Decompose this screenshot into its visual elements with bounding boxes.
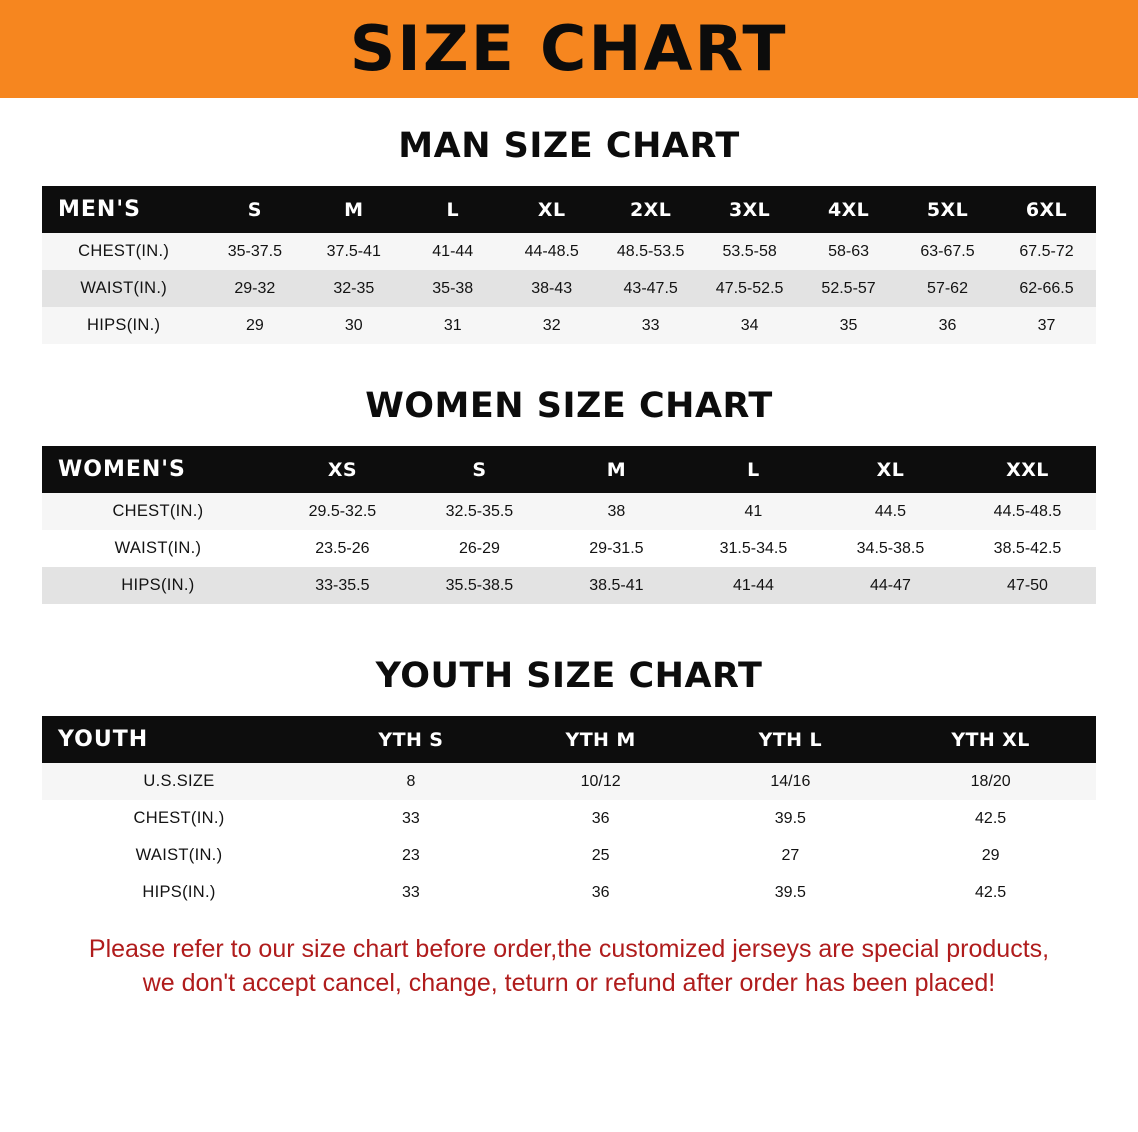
women-row-chest-label: CHEST(IN.) [42,493,274,530]
women-header-xs: XS [274,446,411,493]
man-hips-l: 31 [403,307,502,344]
youth-waist-m: 25 [506,837,696,874]
women-header-s: S [411,446,548,493]
table-row [42,270,1096,307]
man-hips-xl: 32 [502,307,601,344]
man-hips-2xl: 33 [601,307,700,344]
man-header-xl: XL [502,186,601,233]
table-header-row [42,186,1096,233]
disclaimer-note [36,933,1102,1001]
man-hips-3xl: 34 [700,307,799,344]
women-chest-l: 41 [685,493,822,530]
youth-ussize-m: 10/12 [506,763,696,800]
man-size-table [42,186,1096,344]
man-waist-2xl: 43-47.5 [601,270,700,307]
women-hips-xs: 33-35.5 [274,567,411,604]
women-table-body [42,493,1096,604]
youth-header-s: YTH S [316,716,506,763]
women-waist-l: 31.5-34.5 [685,530,822,567]
youth-header-m: YTH M [506,716,696,763]
youth-waist-l: 27 [695,837,885,874]
man-waist-s: 29-32 [205,270,304,307]
women-row-hips-label: HIPS(IN.) [42,567,274,604]
women-waist-xxl: 38.5-42.5 [959,530,1096,567]
man-row-chest-label: CHEST(IN.) [42,233,205,270]
women-chest-m: 38 [548,493,685,530]
man-table-head [42,186,1096,233]
man-header-2xl: 2XL [601,186,700,233]
youth-table-wrap [42,716,1096,911]
youth-hips-xl: 42.5 [885,874,1096,911]
youth-row-chest-label: CHEST(IN.) [42,800,316,837]
youth-header-rowlabel: YOUTH [42,716,316,763]
women-hips-xxl: 47-50 [959,567,1096,604]
man-header-l: L [403,186,502,233]
women-table-wrap [42,446,1096,604]
women-header-xl: XL [822,446,959,493]
youth-waist-xl: 29 [885,837,1096,874]
man-hips-s: 29 [205,307,304,344]
man-header-rowlabel: MEN'S [42,186,205,233]
youth-row-waist-label: WAIST(IN.) [42,837,316,874]
youth-ussize-l: 14/16 [695,763,885,800]
women-waist-xs: 23.5-26 [274,530,411,567]
man-waist-xl: 38-43 [502,270,601,307]
women-hips-xl: 44-47 [822,567,959,604]
man-header-m: M [304,186,403,233]
women-hips-s: 35.5-38.5 [411,567,548,604]
disclaimer-line-1: Please refer to our size chart before order,the customized jerseys are special products, [88,935,1050,963]
youth-size-table [42,716,1096,911]
women-hips-l: 41-44 [685,567,822,604]
man-waist-4xl: 52.5-57 [799,270,898,307]
table-row [42,567,1096,604]
women-header-l: L [685,446,822,493]
man-header-s: S [205,186,304,233]
youth-table-head [42,716,1096,763]
man-chest-4xl: 58-63 [799,233,898,270]
women-waist-m: 29-31.5 [548,530,685,567]
youth-hips-s: 33 [316,874,506,911]
youth-chest-xl: 42.5 [885,800,1096,837]
women-size-table [42,446,1096,604]
women-chest-s: 32.5-35.5 [411,493,548,530]
man-table-body [42,233,1096,344]
man-waist-m: 32-35 [304,270,403,307]
women-waist-xl: 34.5-38.5 [822,530,959,567]
youth-ussize-s: 8 [316,763,506,800]
man-chest-2xl: 48.5-53.5 [601,233,700,270]
table-row [42,763,1096,800]
man-waist-3xl: 47.5-52.5 [700,270,799,307]
man-hips-4xl: 35 [799,307,898,344]
man-chest-6xl: 67.5-72 [997,233,1096,270]
man-table-wrap [42,186,1096,344]
man-chest-l: 41-44 [403,233,502,270]
man-hips-6xl: 37 [997,307,1096,344]
youth-hips-m: 36 [506,874,696,911]
women-chest-xl: 44.5 [822,493,959,530]
youth-table-body [42,763,1096,911]
women-waist-s: 26-29 [411,530,548,567]
man-header-6xl: 6XL [997,186,1096,233]
women-chest-xs: 29.5-32.5 [274,493,411,530]
women-chest-xxl: 44.5-48.5 [959,493,1096,530]
banner [0,0,1138,98]
man-waist-6xl: 62-66.5 [997,270,1096,307]
man-header-3xl: 3XL [700,186,799,233]
youth-chest-s: 33 [316,800,506,837]
man-row-hips-label: HIPS(IN.) [42,307,205,344]
youth-section-heading: YOUTH SIZE CHART [375,656,763,696]
women-row-waist-label: WAIST(IN.) [42,530,274,567]
table-row [42,307,1096,344]
man-section-heading: MAN SIZE CHART [398,126,740,166]
table-row [42,837,1096,874]
man-chest-m: 37.5-41 [304,233,403,270]
table-header-row [42,446,1096,493]
table-row [42,800,1096,837]
youth-header-xl: YTH XL [885,716,1096,763]
women-header-m: M [548,446,685,493]
youth-chest-m: 36 [506,800,696,837]
man-chest-s: 35-37.5 [205,233,304,270]
youth-chest-l: 39.5 [695,800,885,837]
women-section-heading: WOMEN SIZE CHART [365,386,773,426]
table-row [42,874,1096,911]
youth-header-l: YTH L [695,716,885,763]
man-chest-3xl: 53.5-58 [700,233,799,270]
youth-ussize-xl: 18/20 [885,763,1096,800]
women-hips-m: 38.5-41 [548,567,685,604]
man-waist-5xl: 57-62 [898,270,997,307]
man-chest-xl: 44-48.5 [502,233,601,270]
youth-row-hips-label: HIPS(IN.) [42,874,316,911]
banner-title: SIZE CHART [350,12,788,85]
women-header-xxl: XXL [959,446,1096,493]
man-header-5xl: 5XL [898,186,997,233]
disclaimer-line-2: we don't accept cancel, change, teturn or refund after order has been placed! [142,968,996,997]
youth-row-ussize-label: U.S.SIZE [42,763,316,800]
table-row [42,530,1096,567]
man-hips-m: 30 [304,307,403,344]
man-waist-l: 35-38 [403,270,502,307]
man-header-4xl: 4XL [799,186,898,233]
table-row [42,233,1096,270]
women-table-head [42,446,1096,493]
table-row [42,493,1096,530]
table-header-row [42,716,1096,763]
man-chest-5xl: 63-67.5 [898,233,997,270]
youth-hips-l: 39.5 [695,874,885,911]
man-hips-5xl: 36 [898,307,997,344]
youth-waist-s: 23 [316,837,506,874]
man-row-waist-label: WAIST(IN.) [42,270,205,307]
women-header-rowlabel: WOMEN'S [42,446,274,493]
